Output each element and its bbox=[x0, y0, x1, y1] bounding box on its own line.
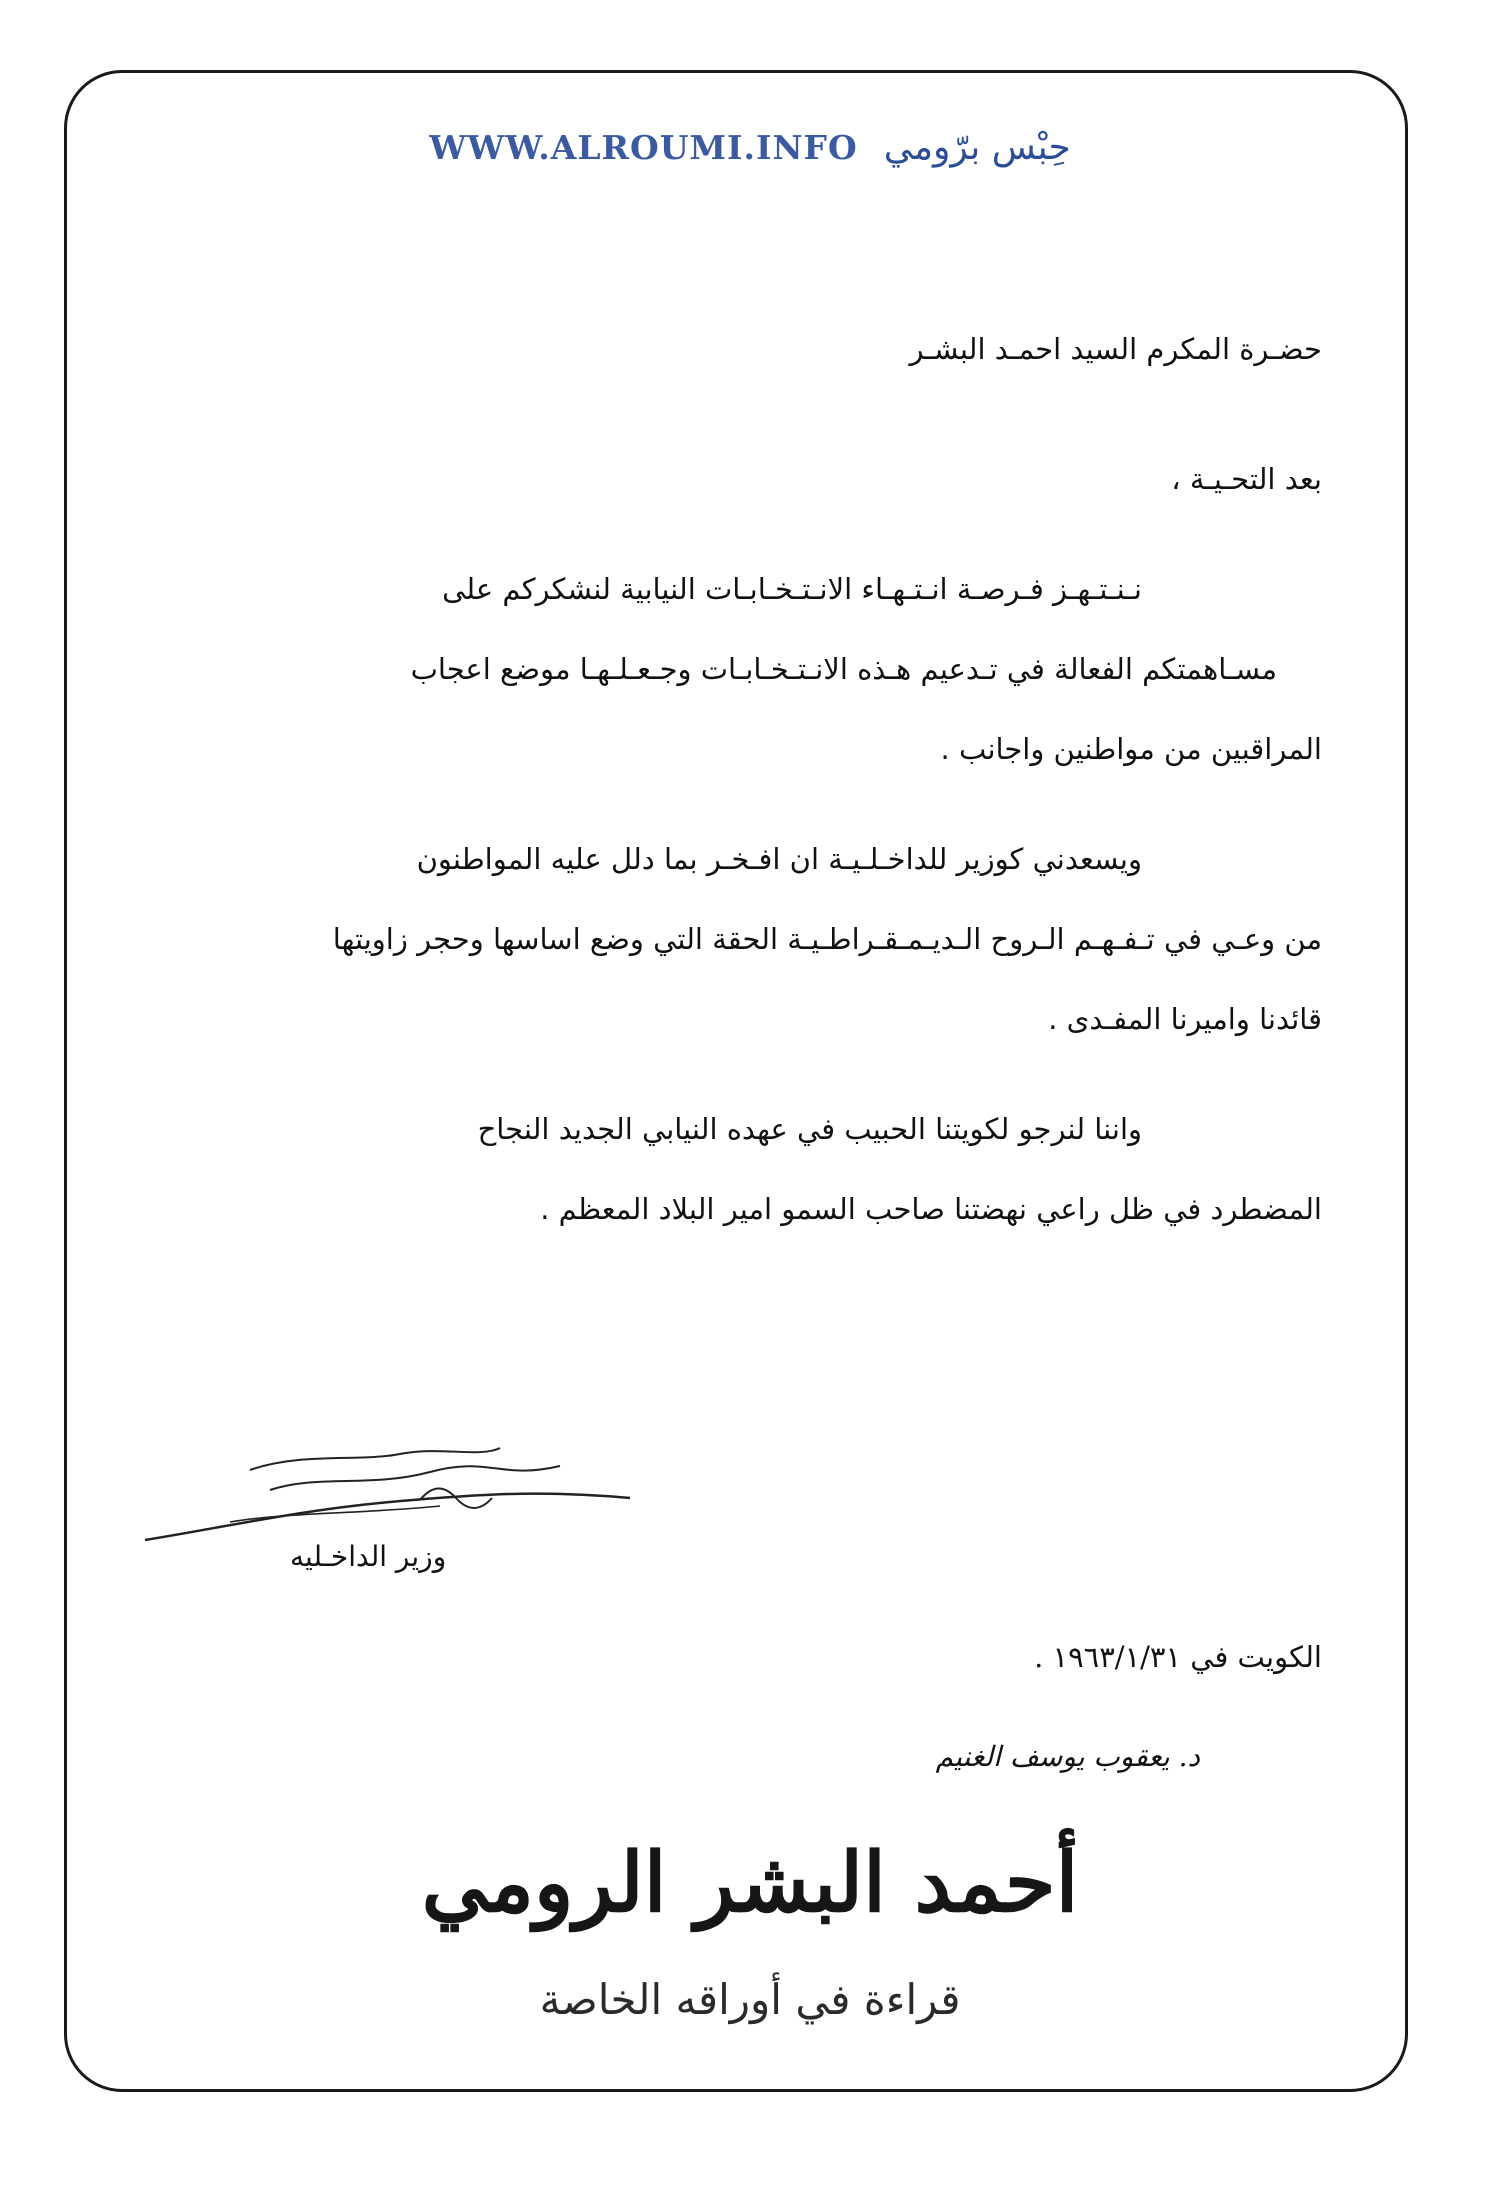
greeting: بعد التحـيـة ، bbox=[1171, 462, 1322, 496]
paragraph-2-line-1: ويسعدني كوزير للداخـلـيـة ان افـخـر بما دلل عليه المواطنون bbox=[416, 842, 1142, 876]
paragraph-3-line-1: واننا لنرجو لكويتنا الحبيب في عهده النيابي الجديد النجاح bbox=[477, 1112, 1142, 1146]
paragraph-3-line-2: المضطرد في ظل راعي نهضتنا صاحب السمو امير البلاد المعظم . bbox=[540, 1192, 1322, 1226]
letter-body bbox=[152, 330, 1322, 1310]
paragraph-1-line-1: نـنـتـهـز فـرصـة انـتـهـاء الانـتـخـابـات النيابية لنشكركم على bbox=[442, 572, 1142, 606]
book-subtitle: قراءة في أوراقه الخاصة bbox=[539, 1975, 961, 2024]
paragraph-2-line-2: من وعـي في تـفـهـم الـروح الـديـمـقـراطـيـة الحقة التي وضع اساسها وحجر زاويتها bbox=[332, 922, 1322, 956]
paragraph-1-line-3: المراقبين من مواطنين واجانب . bbox=[940, 732, 1322, 766]
paragraph-1-line-2: مسـاهمتكم الفعالة في تـدعيم هـذه الانـتـخـابـات وجـعـلـهـا موضع اعجاب bbox=[410, 652, 1277, 686]
paragraph-2-line-3: قائدنا واميرنا المفـدى . bbox=[1048, 1002, 1322, 1036]
book-title: أحمد البشر الرومي bbox=[421, 1835, 1079, 1931]
site-url[interactable]: WWW.ALROUMI.INFO bbox=[429, 127, 858, 167]
site-name: حِبْس برّومي bbox=[883, 126, 1071, 168]
signature-title: وزير الداخـليه bbox=[290, 1540, 447, 1573]
author-name: د. يعقوب يوسف الغنيم bbox=[935, 1740, 1200, 1773]
date-line: الكويت في ١٩٦٣/١/٣١ . bbox=[1034, 1640, 1322, 1674]
salutation: حضـرة المكرم السيد احمـد البشـر bbox=[909, 332, 1322, 366]
site-header bbox=[0, 112, 1500, 182]
